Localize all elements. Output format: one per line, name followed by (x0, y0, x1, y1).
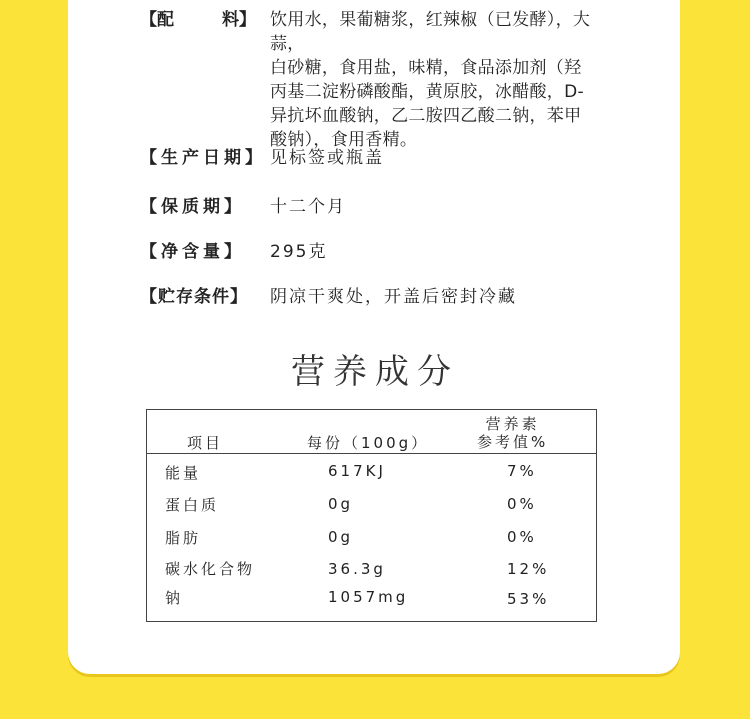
header-divider (147, 453, 596, 454)
shelf-life-value: 十二个月 (270, 197, 346, 217)
shelf-life-label: 【保质期】 (140, 197, 245, 217)
row-item: 脂肪 (165, 529, 202, 547)
row-item: 钠 (165, 589, 184, 607)
row-item: 蛋白质 (165, 496, 220, 514)
header-nrv-line1: 营养素 (485, 415, 540, 433)
row-nrv: 0% (507, 528, 537, 546)
header-nrv (477, 415, 548, 451)
ingredients-label (140, 8, 256, 32)
row-item: 能量 (165, 464, 202, 482)
header-nrv-line2: 参考值% (477, 433, 549, 451)
storage-label: 【贮存条件】 (140, 287, 248, 307)
ingredients-label-part2: 料】 (222, 10, 256, 30)
ingredients-line: 丙基二淀粉磷酸酯，黄原胶，冰醋酸，D- (270, 82, 584, 102)
net-content-value: 295克 (270, 242, 328, 262)
row-value: 36.3g (328, 560, 386, 578)
row-value: 0g (328, 528, 354, 546)
storage-value: 阴凉干爽处，开盖后密封冷藏 (270, 287, 517, 307)
row-nrv: 0% (507, 495, 537, 513)
row-value: 617KJ (328, 462, 386, 480)
production-date-value: 见标签或瓶盖 (270, 148, 384, 168)
row-nrv: 53% (507, 590, 550, 608)
ingredients-label-part1: 【配 (140, 10, 174, 30)
ingredients-value (270, 8, 600, 152)
row-nrv: 7% (507, 462, 537, 480)
ingredients-line: 饮用水，果葡糖浆，红辣椒（已发酵），大蒜， (270, 10, 591, 54)
ingredients-line: 白砂糖，食用盐，味精，食品添加剂（羟 (270, 58, 582, 78)
nutrition-title: 营养成分 (291, 352, 459, 392)
ingredients-line: 异抗坏血酸钠，乙二胺四乙酸二钠，苯甲 (270, 106, 582, 126)
row-item: 碳水化合物 (165, 560, 256, 578)
production-date-label: 【生产日期】 (140, 148, 266, 168)
ingredients-line: 酸钠），食用香精。 (270, 130, 418, 150)
row-value: 0g (328, 495, 354, 513)
row-nrv: 12% (507, 560, 550, 578)
header-per-serving: 每份（100g） (307, 434, 430, 452)
net-content-label: 【净含量】 (140, 242, 245, 262)
row-value: 1057mg (328, 588, 409, 606)
nutrition-table (146, 409, 597, 622)
header-item: 项目 (187, 434, 224, 452)
